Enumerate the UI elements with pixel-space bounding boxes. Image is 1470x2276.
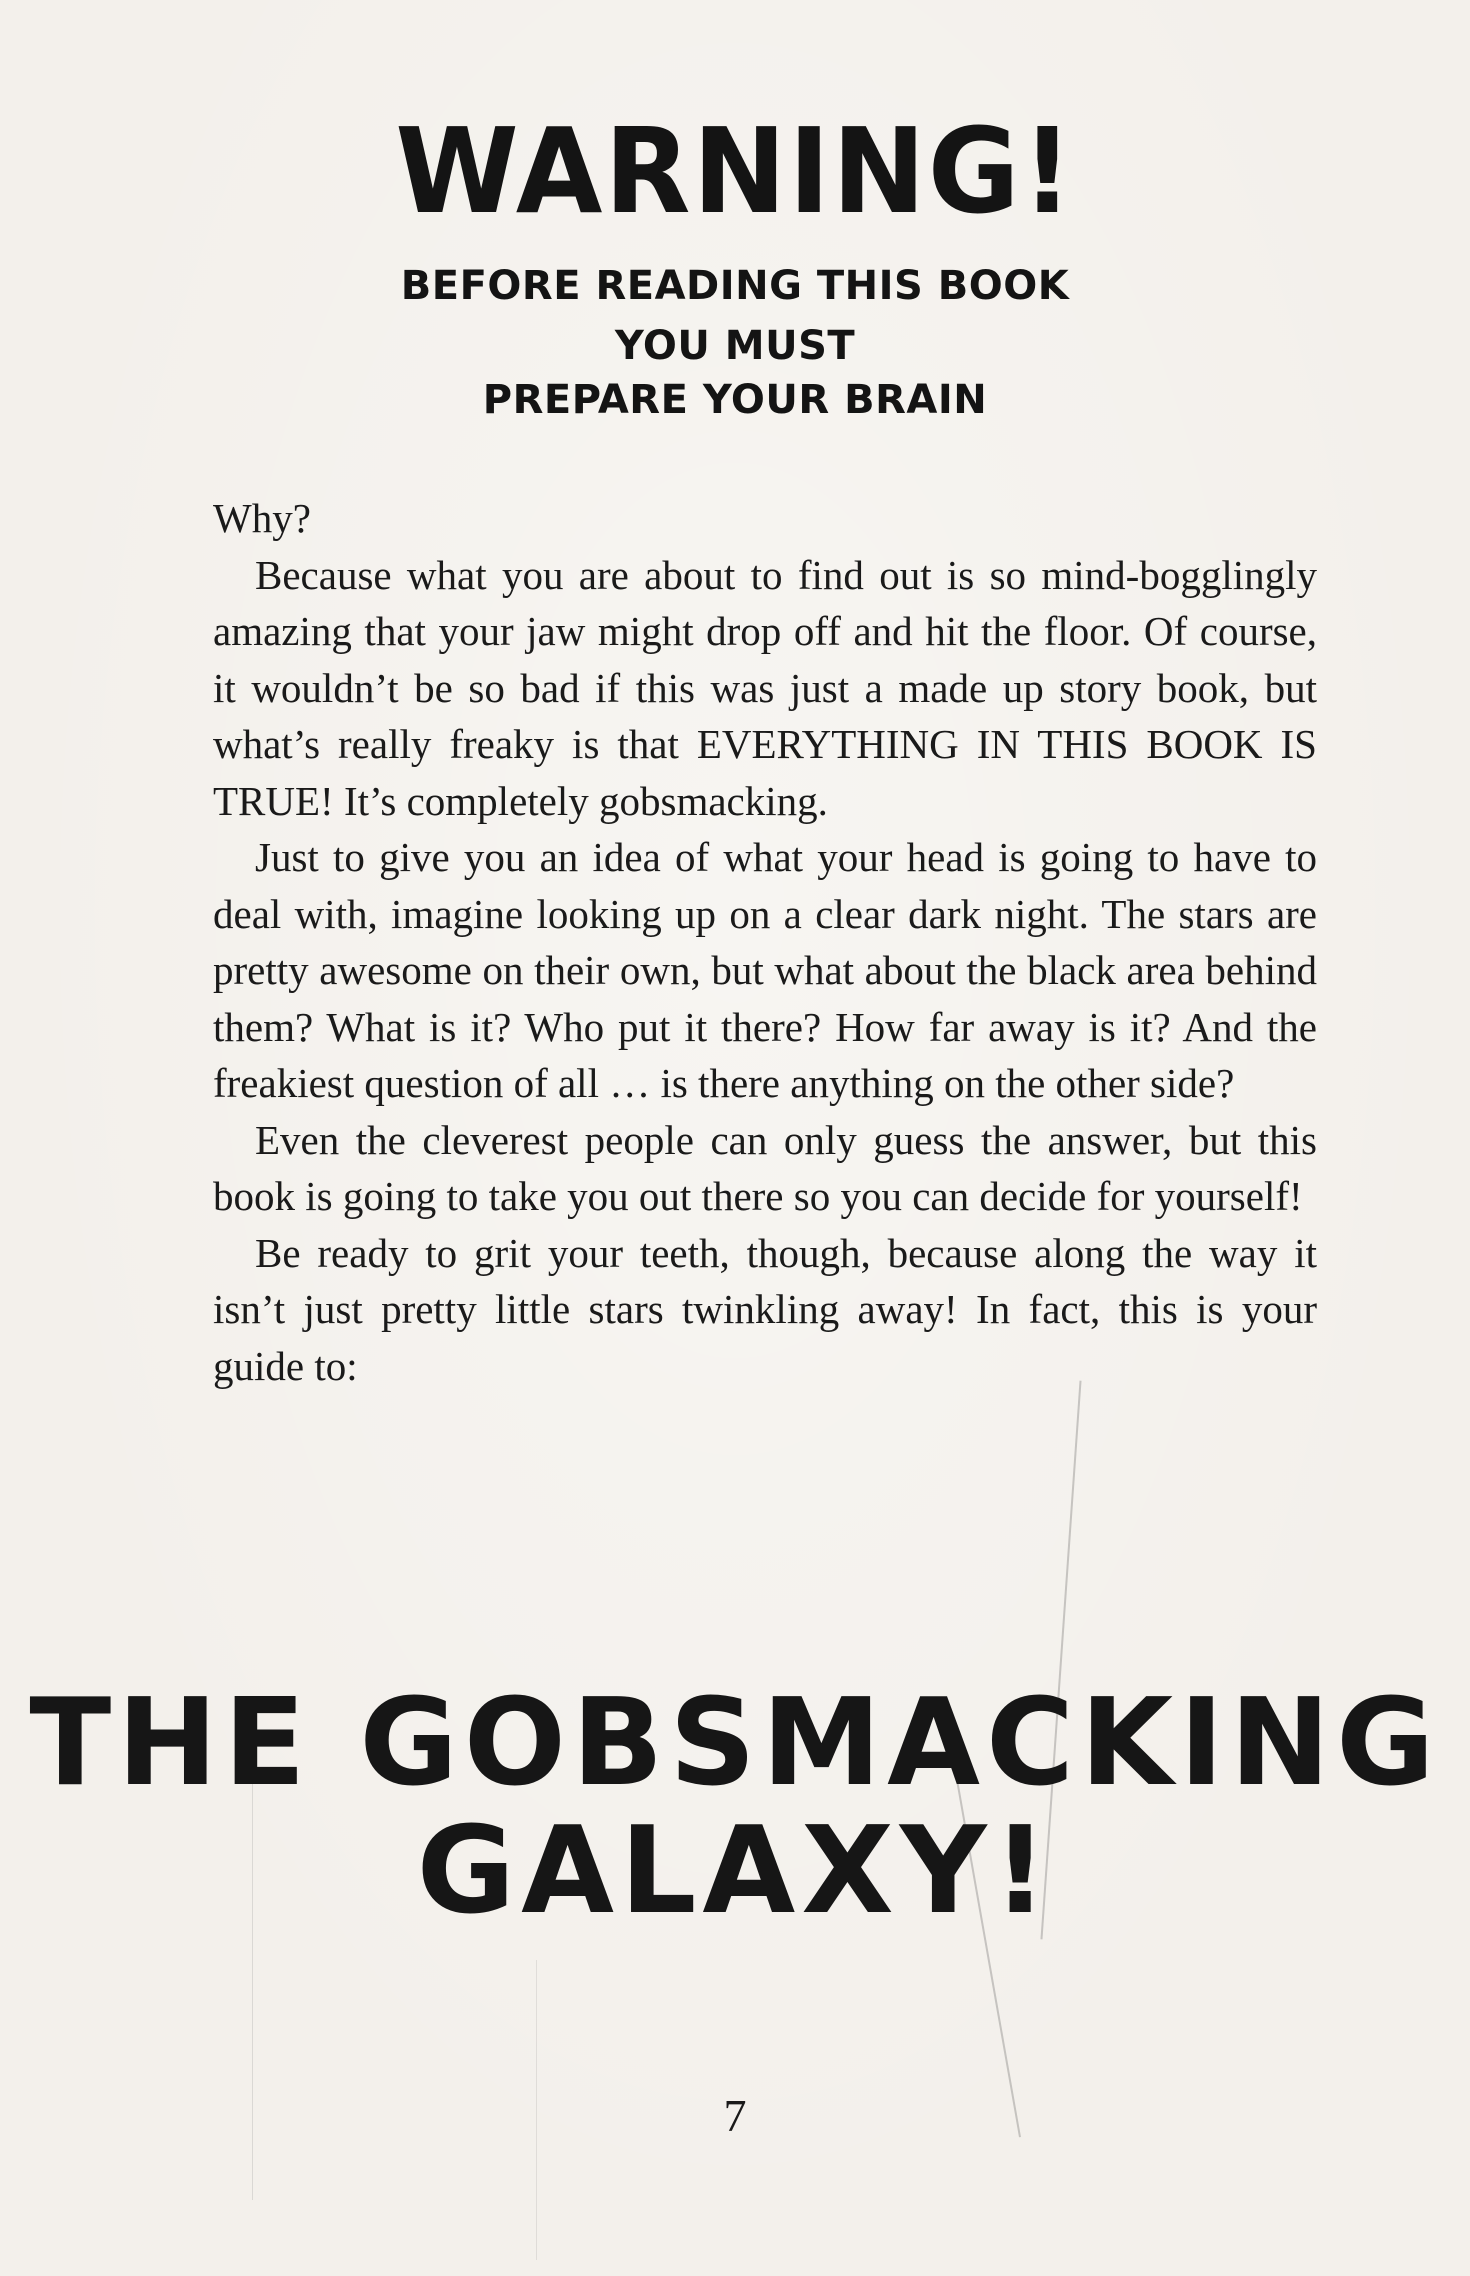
- book-title-line: GALAXY!: [416, 1802, 1054, 1941]
- paragraph: Why?: [213, 495, 311, 541]
- paragraph: Just to give you an idea of what your head is going to have to deal with, imagine looking up on a clear dark night. The stars are pretty awesome on their own, but what about the black area behind them? What is it? Who put it there? How far away is it? And the freakiest question of all … is there anything on the other side?: [213, 834, 1317, 1106]
- book-title-line: THE GOBSMACKING: [29, 1674, 1441, 1813]
- warning-heading: WARNING!: [395, 103, 1075, 241]
- paragraph: Even the cleverest people can only guess the answer, but this book is going to take you out there so you can decide for yourself!: [213, 1116, 1317, 1219]
- paragraph: Be ready to grit your teeth, though, because along the way it isn’t just pretty little stars twinkling away! In fact, this is your guide to:: [213, 1229, 1317, 1389]
- paragraph: Because what you are about to find out is so mind-bogglingly amazing that your jaw might drop off and hit the floor. Of course, it wouldn’t be so bad if this was just a made up story book, but what’s really freaky is that EVERYTHING IN THIS BOOK IS TRUE! It’s completely gobsmacking.: [213, 551, 1317, 824]
- warning-subheading-line: YOU MUST: [614, 323, 856, 369]
- page-number: 7: [723, 2090, 747, 2141]
- warning-subheading-line: BEFORE READING THIS BOOK: [400, 263, 1070, 309]
- body-text: [213, 490, 1317, 1394]
- warning-subheading-line: PREPARE YOUR BRAIN: [482, 377, 988, 423]
